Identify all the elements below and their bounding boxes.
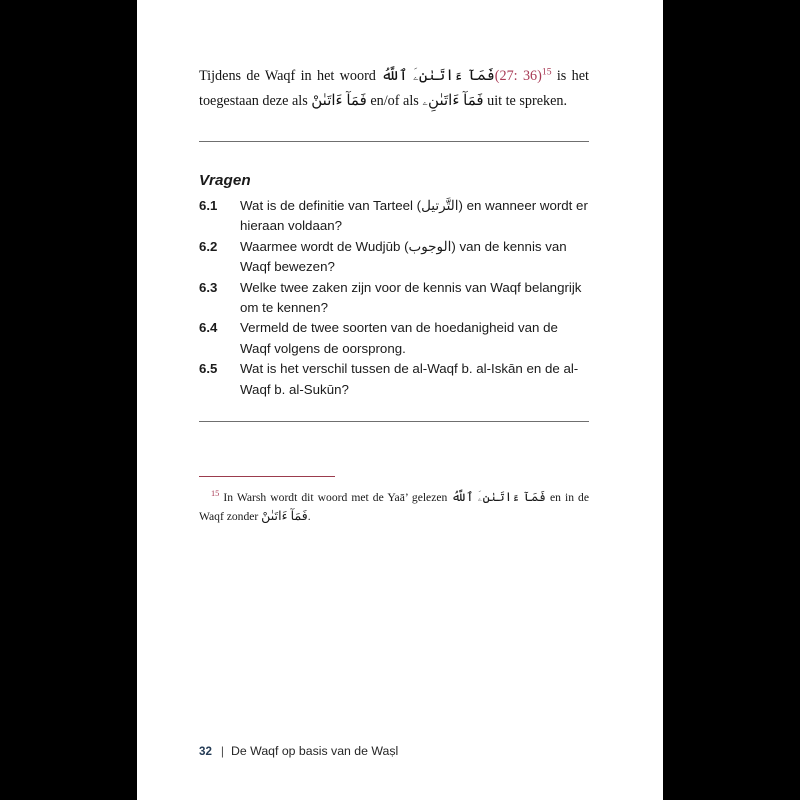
arabic-phrase-variant-2: فَمَآ ءَاتَىٰنِۦ [422, 93, 484, 110]
footnote-text [199, 488, 589, 526]
intro-text-part3: en/of als [366, 93, 423, 110]
question-text-before: Welke twee zaken zijn voor de kennis van Waqf belangrijk om te kennen? [240, 279, 582, 316]
page-footer [199, 744, 599, 758]
page-title: Vragen [199, 171, 251, 189]
intro-text-part4: uit te spreken. [483, 93, 568, 110]
footnote-separator [199, 476, 335, 477]
question-text [240, 359, 589, 400]
intro-text-part2: is het toegestaan deze als [199, 68, 590, 110]
footnote-reference-marker[interactable]: 15 [541, 66, 552, 78]
question-number: 6.3 [199, 279, 218, 295]
list-item [199, 359, 589, 400]
footnote-part2: en in de Waqf zonder [199, 490, 589, 523]
question-text-before: Wat is de definitie van Tarteel ( [240, 198, 422, 213]
footnote-arabic-2: فَمَآ ءَاتَىٰنْ [261, 508, 308, 523]
question-arabic-term: التَّرتيل [421, 198, 459, 213]
document-page [137, 0, 663, 800]
footnote-number: 15 [211, 488, 220, 498]
question-text-before: Vermeld de twee soorten van de hoedanigheid van de Waqf volgens de oorsprong. [240, 320, 558, 356]
question-text [240, 237, 589, 278]
question-number: 6.4 [199, 320, 218, 336]
intro-text-part1: Tijdens de Waqf in het woord [199, 68, 382, 85]
footer-page-number: 32 [199, 745, 212, 758]
question-number: 6.2 [199, 238, 218, 254]
intro-paragraph [199, 64, 589, 114]
question-text-after: ) en wanneer wordt er hieraan voldaan? [240, 198, 588, 234]
question-text [240, 196, 589, 237]
ayah-reference: (27: 36) [494, 68, 542, 85]
footer-separator: | [220, 744, 225, 758]
question-text [240, 318, 589, 359]
footnote-arabic-1: فَمَآ ءَاتَىٰنِۦَ ٱللَّهُ [451, 489, 546, 504]
list-item [199, 278, 589, 319]
section-divider-top [199, 141, 589, 142]
footnote-part1: In Warsh wordt dit woord met de Yaā’ gelezen [219, 490, 452, 504]
list-item [199, 237, 589, 278]
footer-chapter-title: De Waqf op basis van de Waṣl [231, 744, 399, 758]
footnote-part3: . [307, 509, 311, 523]
question-number: 6.5 [199, 361, 218, 377]
question-text-before: Wat is het verschil tussen de al-Waqf b. al-Iskān en de al-Waqf b. al-Sukūn? [240, 361, 579, 397]
list-item [199, 196, 589, 237]
question-list [199, 196, 589, 400]
question-text [240, 278, 589, 319]
section-divider-bottom [199, 421, 589, 422]
question-number: 6.1 [199, 198, 218, 213]
question-text-before: Waarmee wordt de Wudjūb ( [240, 238, 409, 254]
question-text-after: ) van de kennis van Waqf bewezen? [240, 238, 567, 275]
list-item [199, 318, 589, 359]
question-arabic-term: الوجوب [408, 238, 452, 254]
arabic-phrase-ayah: فَمَآ ءَاتَىٰنِۦَ ٱللَّهُ [381, 68, 495, 85]
arabic-phrase-variant-1: فَمَآ ءَاتَىٰنْ [311, 93, 367, 110]
